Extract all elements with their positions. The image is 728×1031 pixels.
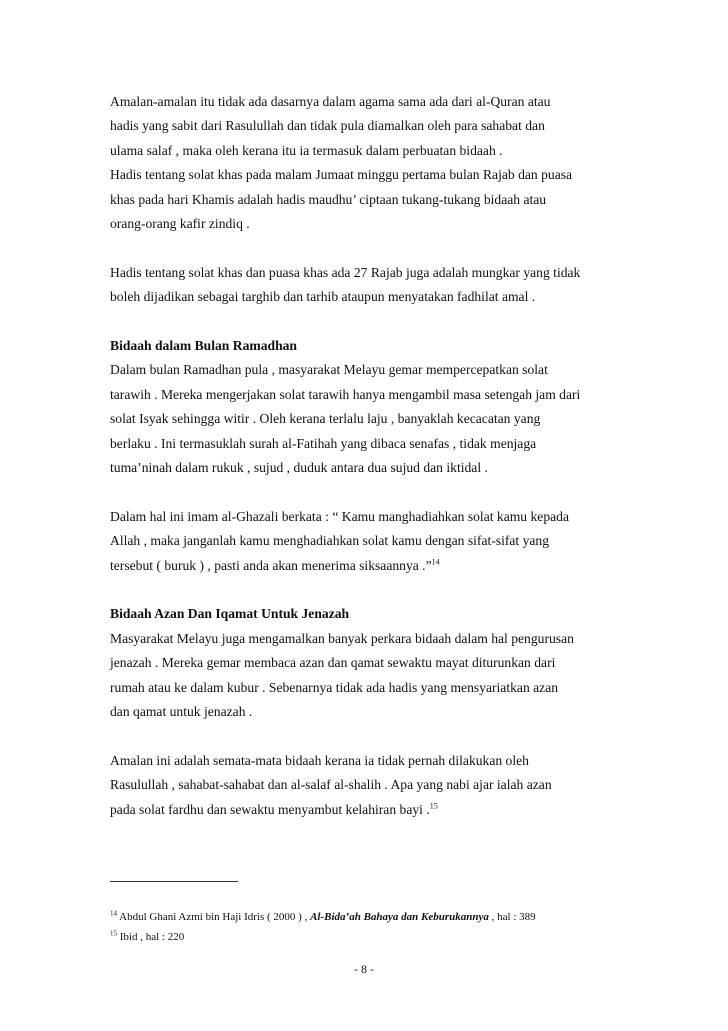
- text-line: Rasulullah , sahabat-sahabat dan al-salaf al-shalih . Apa yang nabi ajar ialah azan: [110, 777, 552, 793]
- section-ramadhan: [110, 334, 630, 480]
- text-line: jenazah . Mereka gemar membaca azan dan qamat sewaktu mayat diturunkan dari: [110, 655, 556, 671]
- footnote-text: , hal : 389: [488, 911, 536, 923]
- page-number: - 8 -: [354, 962, 374, 976]
- paragraph-amalan-ini: [110, 749, 630, 822]
- footnote-number: 14: [110, 909, 117, 918]
- text-line: Hadis tentang solat khas pada malam Jumaat minggu pertama bulan Rajab dan puasa: [110, 167, 573, 183]
- paragraph-spacer: [110, 310, 630, 334]
- text-line: Hadis tentang solat khas dan puasa khas ada 27 Rajab juga adalah mungkar yang tidak: [110, 264, 581, 280]
- text-line: berlaku . Ini termasuklah surah al-Fatihah yang dibaca senafas , tidak menjaga: [110, 435, 537, 451]
- footnote-divider: [110, 881, 238, 882]
- paragraph-spacer: [110, 725, 630, 749]
- footnote-15: [110, 927, 650, 947]
- text-line: khas pada hari Khamis adalah hadis maudhu’ ciptaan tukang-tukang bidaah atau: [110, 191, 547, 207]
- line-text: pada solat fardhu dan sewaktu menyambut kelahiran bayi .: [110, 801, 430, 817]
- paragraph-1: [110, 90, 630, 236]
- paragraph-spacer: [110, 236, 630, 260]
- body-text: [110, 90, 630, 822]
- footnote-number: 15: [110, 929, 117, 938]
- text-line: rumah atau ke dalam kubur . Sebenarnya tidak ada hadis yang mensyariatkan azan: [110, 679, 559, 695]
- paragraph-2: [110, 261, 630, 310]
- footnotes: [110, 907, 650, 947]
- text-line: Dalam bulan Ramadhan pula , masyarakat Melayu gemar mempercepatkan solat: [110, 362, 548, 378]
- text-line: solat Isyak sehingga witir . Oleh kerana terlalu laju , banyaklah kecacatan yang: [110, 411, 541, 427]
- text-line: tuma’ninah dalam rukuk , sujud , duduk antara dua sujud dan iktidal .: [110, 460, 488, 476]
- section-heading: Bidaah dalam Bulan Ramadhan: [110, 338, 297, 354]
- paragraph-spacer: [110, 480, 630, 504]
- text-line: [110, 554, 630, 578]
- text-line: Masyarakat Melayu juga mengamalkan banyak perkara bidaah dalam hal pengurusan: [110, 630, 574, 646]
- footnote-text: Ibid , hal : 220: [117, 931, 185, 943]
- paragraph-spacer: [110, 578, 630, 602]
- footnote-ref[interactable]: 15: [429, 801, 438, 811]
- footnote-text: Abdul Ghani Azmi bin Haji Idris ( 2000 ) ,: [117, 911, 311, 923]
- text-line: ulama salaf , maka oleh kerana itu ia termasuk dalam perbuatan bidaah .: [110, 142, 503, 158]
- text-line: Dalam hal ini imam al-Ghazali berkata : “ Kamu manghadiahkan solat kamu kepada: [110, 508, 569, 524]
- text-line: Amalan ini adalah semata-mata bidaah kerana ia tidak pernah dilakukan oleh: [110, 752, 529, 768]
- footnote-14: [110, 907, 650, 927]
- section-heading: Bidaah Azan Dan Iqamat Untuk Jenazah: [110, 606, 350, 622]
- text-line: Amalan-amalan itu tidak ada dasarnya dalam agama sama ada dari al-Quran atau: [110, 94, 551, 109]
- line-text: tersebut ( buruk ) , pasti anda akan menerima siksaannya .”: [110, 557, 432, 573]
- text-line: Allah , maka janganlah kamu menghadiahkan solat kamu dengan sifat-sifat yang: [110, 533, 550, 549]
- footnote-book-title: Al-Bida’ah Bahaya dan Keburukannya: [310, 911, 489, 923]
- text-line: [110, 798, 630, 822]
- text-line: orang-orang kafir zindiq .: [110, 216, 250, 232]
- text-line: hadis yang sabit dari Rasulullah dan tidak pula diamalkan oleh para sahabat dan: [110, 118, 545, 134]
- footnote-ref[interactable]: 14: [431, 557, 440, 567]
- paragraph-al-ghazali: [110, 505, 630, 578]
- section-azan-jenazah: [110, 602, 630, 724]
- text-line: dan qamat untuk jenazah .: [110, 704, 253, 720]
- text-line: tarawih . Mereka mengerjakan solat tarawih hanya mengambil masa setengah jam dari: [110, 386, 581, 402]
- text-line: boleh dijadikan sebagai targhib dan tarhib ataupun menyatakan fadhilat amal .: [110, 289, 536, 305]
